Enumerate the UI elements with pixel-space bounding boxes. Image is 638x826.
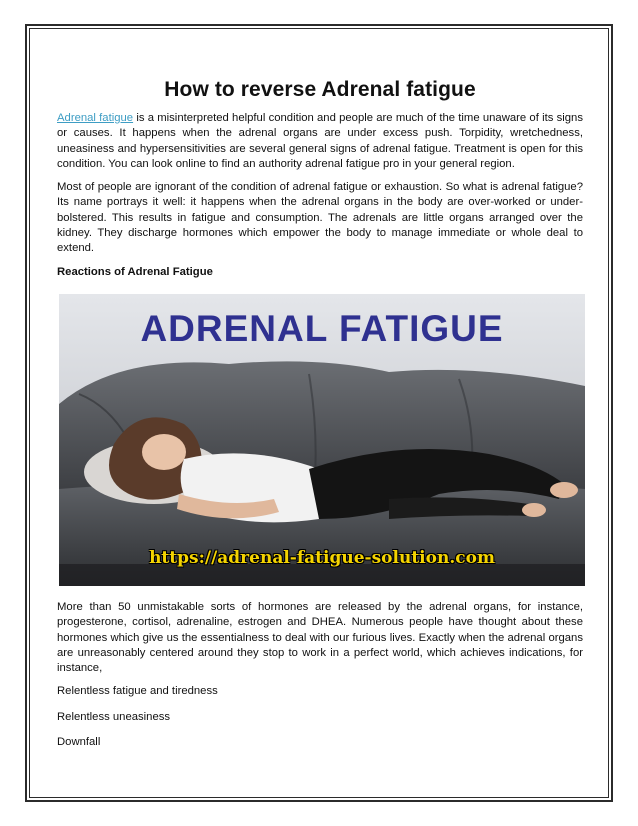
symptom-item: Downfall bbox=[57, 736, 101, 749]
intro-text: is a misinterpreted helpful condition and people are much of the time unaware of its signs or causes. It happens when the adrenal organs are under excess push. Torpidity, wretchedness, uneasiness and hypersensitivities are several general signs of adrenal fatigue. Treatment is open for this condition. You can look online to find an authority adrenal fatigue pro in your general region. bbox=[57, 112, 583, 170]
document-body bbox=[57, 78, 583, 760]
section-heading: Reactions of Adrenal Fatigue bbox=[57, 265, 213, 278]
intro-paragraph bbox=[57, 111, 583, 172]
symptom-item: Relentless uneasiness bbox=[57, 710, 171, 723]
symptom-item: Relentless fatigue and tiredness bbox=[57, 685, 218, 698]
document-title: How to reverse Adrenal fatigue bbox=[164, 78, 476, 101]
image-url-text: https://adrenal-fatigue-solution.com bbox=[149, 547, 495, 568]
paragraph-3: More than 50 unmistakable sorts of hormones are released by the adrenal organs, for instance, progesterone, cortisol, adrenaline, estrogen and DHEA. Numerous people have thought about these hormones which give us the essentialness to deal with our furious lives. Exactly when the adrenal organs are unreasonably centered around they stop to work in a perfect world, which achieves indications, for instance, bbox=[57, 600, 583, 675]
image-banner-text: ADRENAL FATIGUE bbox=[140, 307, 504, 349]
adrenal-fatigue-link[interactable]: Adrenal fatigue bbox=[57, 112, 134, 124]
adrenal-fatigue-image bbox=[59, 294, 585, 586]
paragraph-2: Most of people are ignorant of the condition of adrenal fatigue or exhaustion. So what is adrenal fatigue? Its name portrays it well: it happens when the adrenal organs in the body are over-worked or under-bolstered. This results in fatigue and consumption. The adrenals are little organs arranged over the kidney. They discharge hormones which empower the body to manage immediate or whole deal to extend. bbox=[57, 181, 583, 255]
